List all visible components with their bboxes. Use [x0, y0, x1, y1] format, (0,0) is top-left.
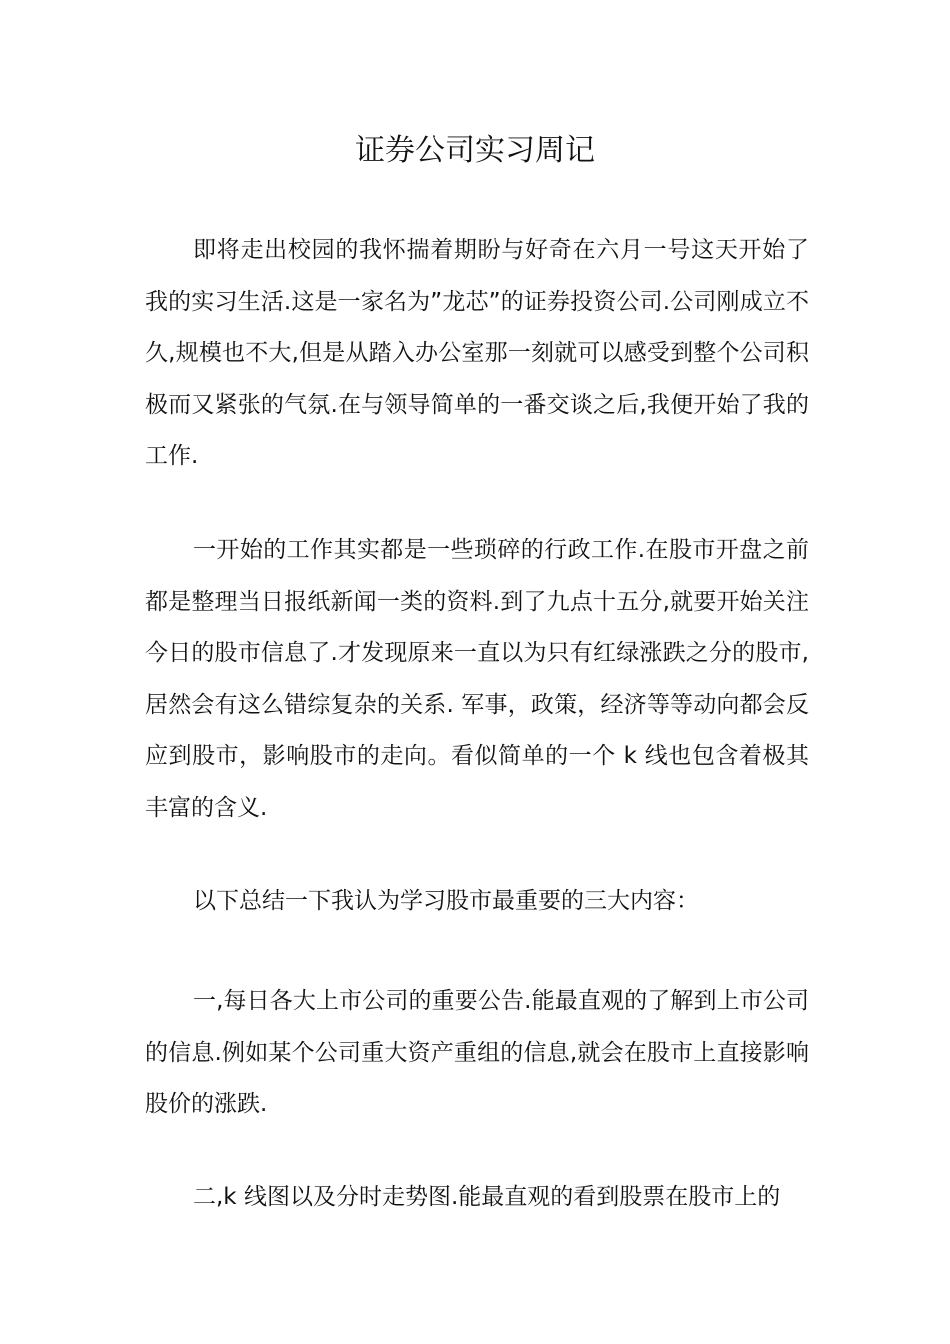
paragraph-summary-intro: 以下总结一下我认为学习股市最重要的三大内容：	[193, 888, 699, 914]
paragraph-point-one: 一,每日各大上市公司的重要公告.能最直观的了解到上市公司的信息.例如某个公司重大资产重组的信息,就会在股市上直接影响股价的涨跌.	[145, 988, 809, 1117]
paragraph-intro: 即将走出校园的我怀揣着期盼与好奇在六月一号这天开始了我的实习生活.这是一家名为”龙芯”的证券投资公司.公司刚成立不久,规模也不大,但是从踏入办公室那一刻就可以感受到整个公司积极而又紧张的气氛.在与领导简单的一番交谈之后,我便开始了我的工作.	[145, 237, 809, 469]
paragraph-point-two: 二,k 线图以及分时走势图.能最直观的看到股票在股市上的	[193, 1184, 781, 1210]
paragraph-early-work: 一开始的工作其实都是一些琐碎的行政工作.在股市开盘之前都是整理当日报纸新闻一类的资料.到了九点十五分,就要开始关注今日的股市信息了.才发现原来一直以为只有红绿涨跌之分的股市,居然会有这么错综复杂的关系. 军事，政策，经济等等动向都会反应到股市，影响股市的走向。看似简单的一个 k 线也包含着极其丰富的含义.	[145, 537, 809, 821]
document-title: 证券公司实习周记	[355, 133, 595, 168]
